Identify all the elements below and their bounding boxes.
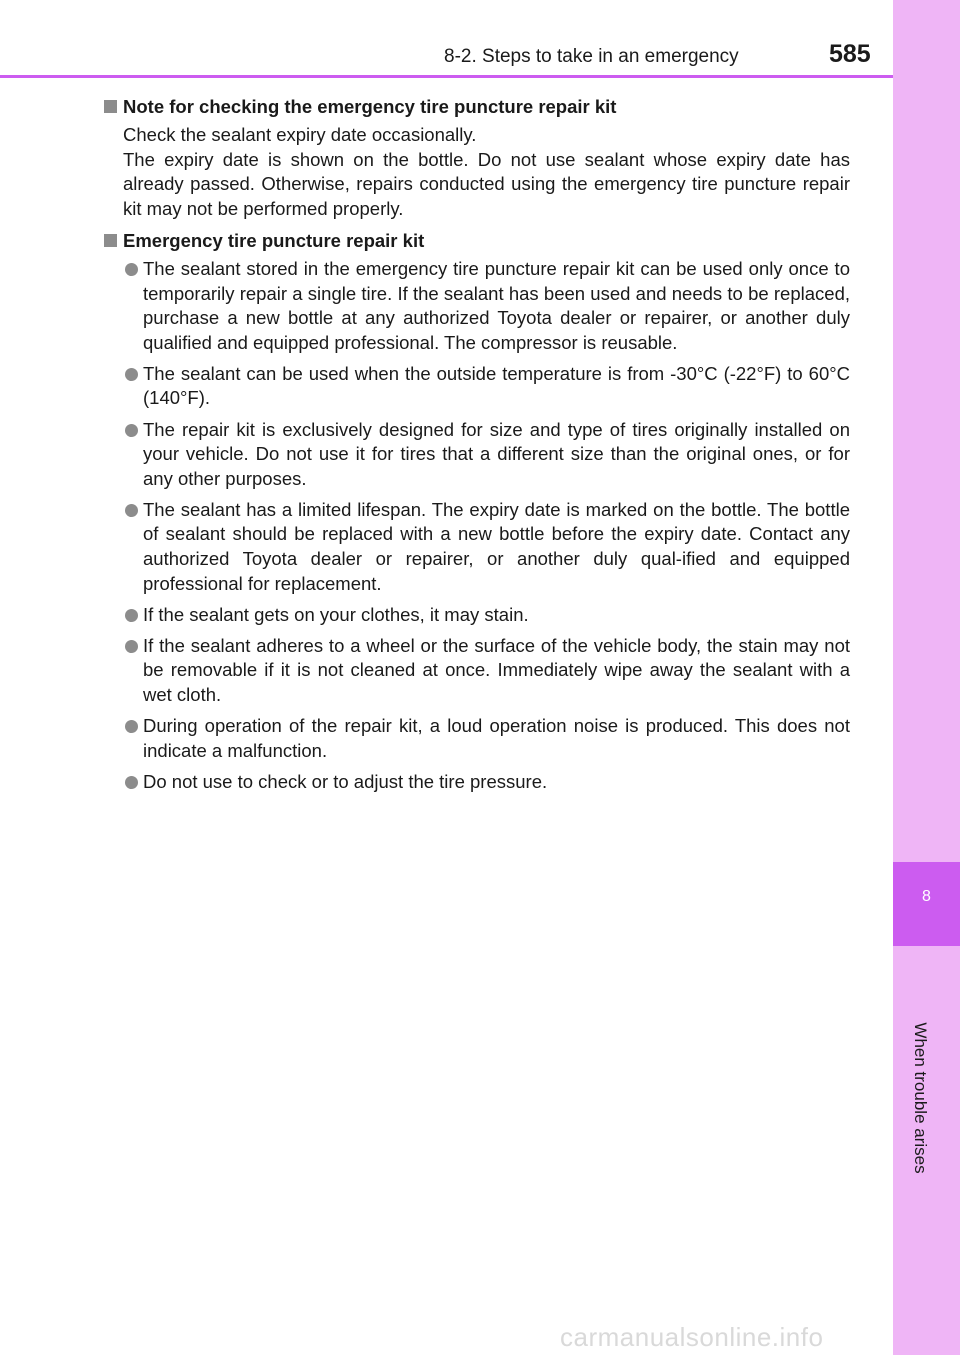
section-heading: [104, 229, 850, 253]
list-item: [104, 362, 850, 411]
list-item-text: The sealant can be used when the outside temperature is from -30°C (-22°F) to 60°C (140°F).: [143, 362, 850, 409]
header-divider: [0, 75, 893, 78]
list-item-text: The sealant has a limited lifespan. The expiry date is marked on the bottle. The bottle of sealant should be replaced with a new bottle before the expiry date. Contact any authorized Toyota dealer or repairer, or another duly qual-ified and equipped professional for replacement.: [143, 498, 850, 594]
paragraph: [123, 123, 850, 221]
list-item: [104, 770, 850, 795]
page-number: 585: [829, 40, 871, 68]
list-item-text: The repair kit is exclusively designed for size and type of tires originally installed on your vehicle. Do not use it for tires that a different size than the original ones, or for any other purposes.: [143, 418, 850, 489]
list-item-text: During operation of the repair kit, a loud operation noise is produced. This does not indicate a malfunction.: [143, 715, 850, 761]
circle-bullet-icon: [125, 368, 138, 381]
list-item: [104, 714, 850, 763]
heading-text: Note for checking the emergency tire puncture repair kit: [123, 96, 617, 117]
list-item: [104, 257, 850, 355]
section-note-checking: [104, 95, 850, 221]
section-heading: [104, 95, 850, 119]
circle-bullet-icon: [125, 640, 138, 653]
list-item-text: Do not use to check or to adjust the tire pressure.: [143, 770, 548, 792]
heading-text: Emergency tire puncture repair kit: [123, 230, 425, 251]
circle-bullet-icon: [125, 504, 138, 517]
list-item-text: If the sealant adheres to a wheel or the surface of the vehicle body, the stain may not be removable if it is not cleaned at once. Immediately wipe away the sealant with a wet cloth.: [143, 634, 850, 705]
paragraph-line: The expiry date is shown on the bottle. Do not use sealant whose expiry date has already passed. Otherwise, repairs conducted using the emergency tire puncture repair kit may not be performed properly.: [123, 148, 850, 219]
chapter-title: When trouble arises: [911, 1022, 930, 1174]
circle-bullet-icon: [125, 776, 138, 789]
page-content: [104, 93, 850, 801]
chapter-number: 8: [922, 888, 931, 905]
square-bullet-icon: [104, 100, 117, 113]
circle-bullet-icon: [125, 609, 138, 622]
bullet-list: [104, 257, 850, 794]
list-item: [104, 418, 850, 492]
section-repair-kit: [104, 229, 850, 794]
circle-bullet-icon: [125, 720, 138, 733]
paragraph-line: Check the sealant expiry date occasionally.: [123, 124, 477, 145]
list-item: [104, 603, 850, 628]
circle-bullet-icon: [125, 424, 138, 437]
square-bullet-icon: [104, 234, 117, 247]
list-item: [104, 498, 850, 596]
watermark: carmanualsonline.info: [560, 1322, 824, 1352]
list-item: [104, 634, 850, 708]
section-title: 8-2. Steps to take in an emergency: [444, 46, 739, 67]
list-item-text: The sealant stored in the emergency tire puncture repair kit can be used only once to temporarily repair a single tire. If the sealant has been used and needs to be replaced, purchase a new bottle at any authorized Toyota dealer or repairer, or another duly qualified and equipped professional. The compressor is reusable.: [143, 258, 850, 353]
list-item-text: If the sealant gets on your clothes, it may stain.: [143, 603, 529, 625]
circle-bullet-icon: [125, 263, 138, 276]
